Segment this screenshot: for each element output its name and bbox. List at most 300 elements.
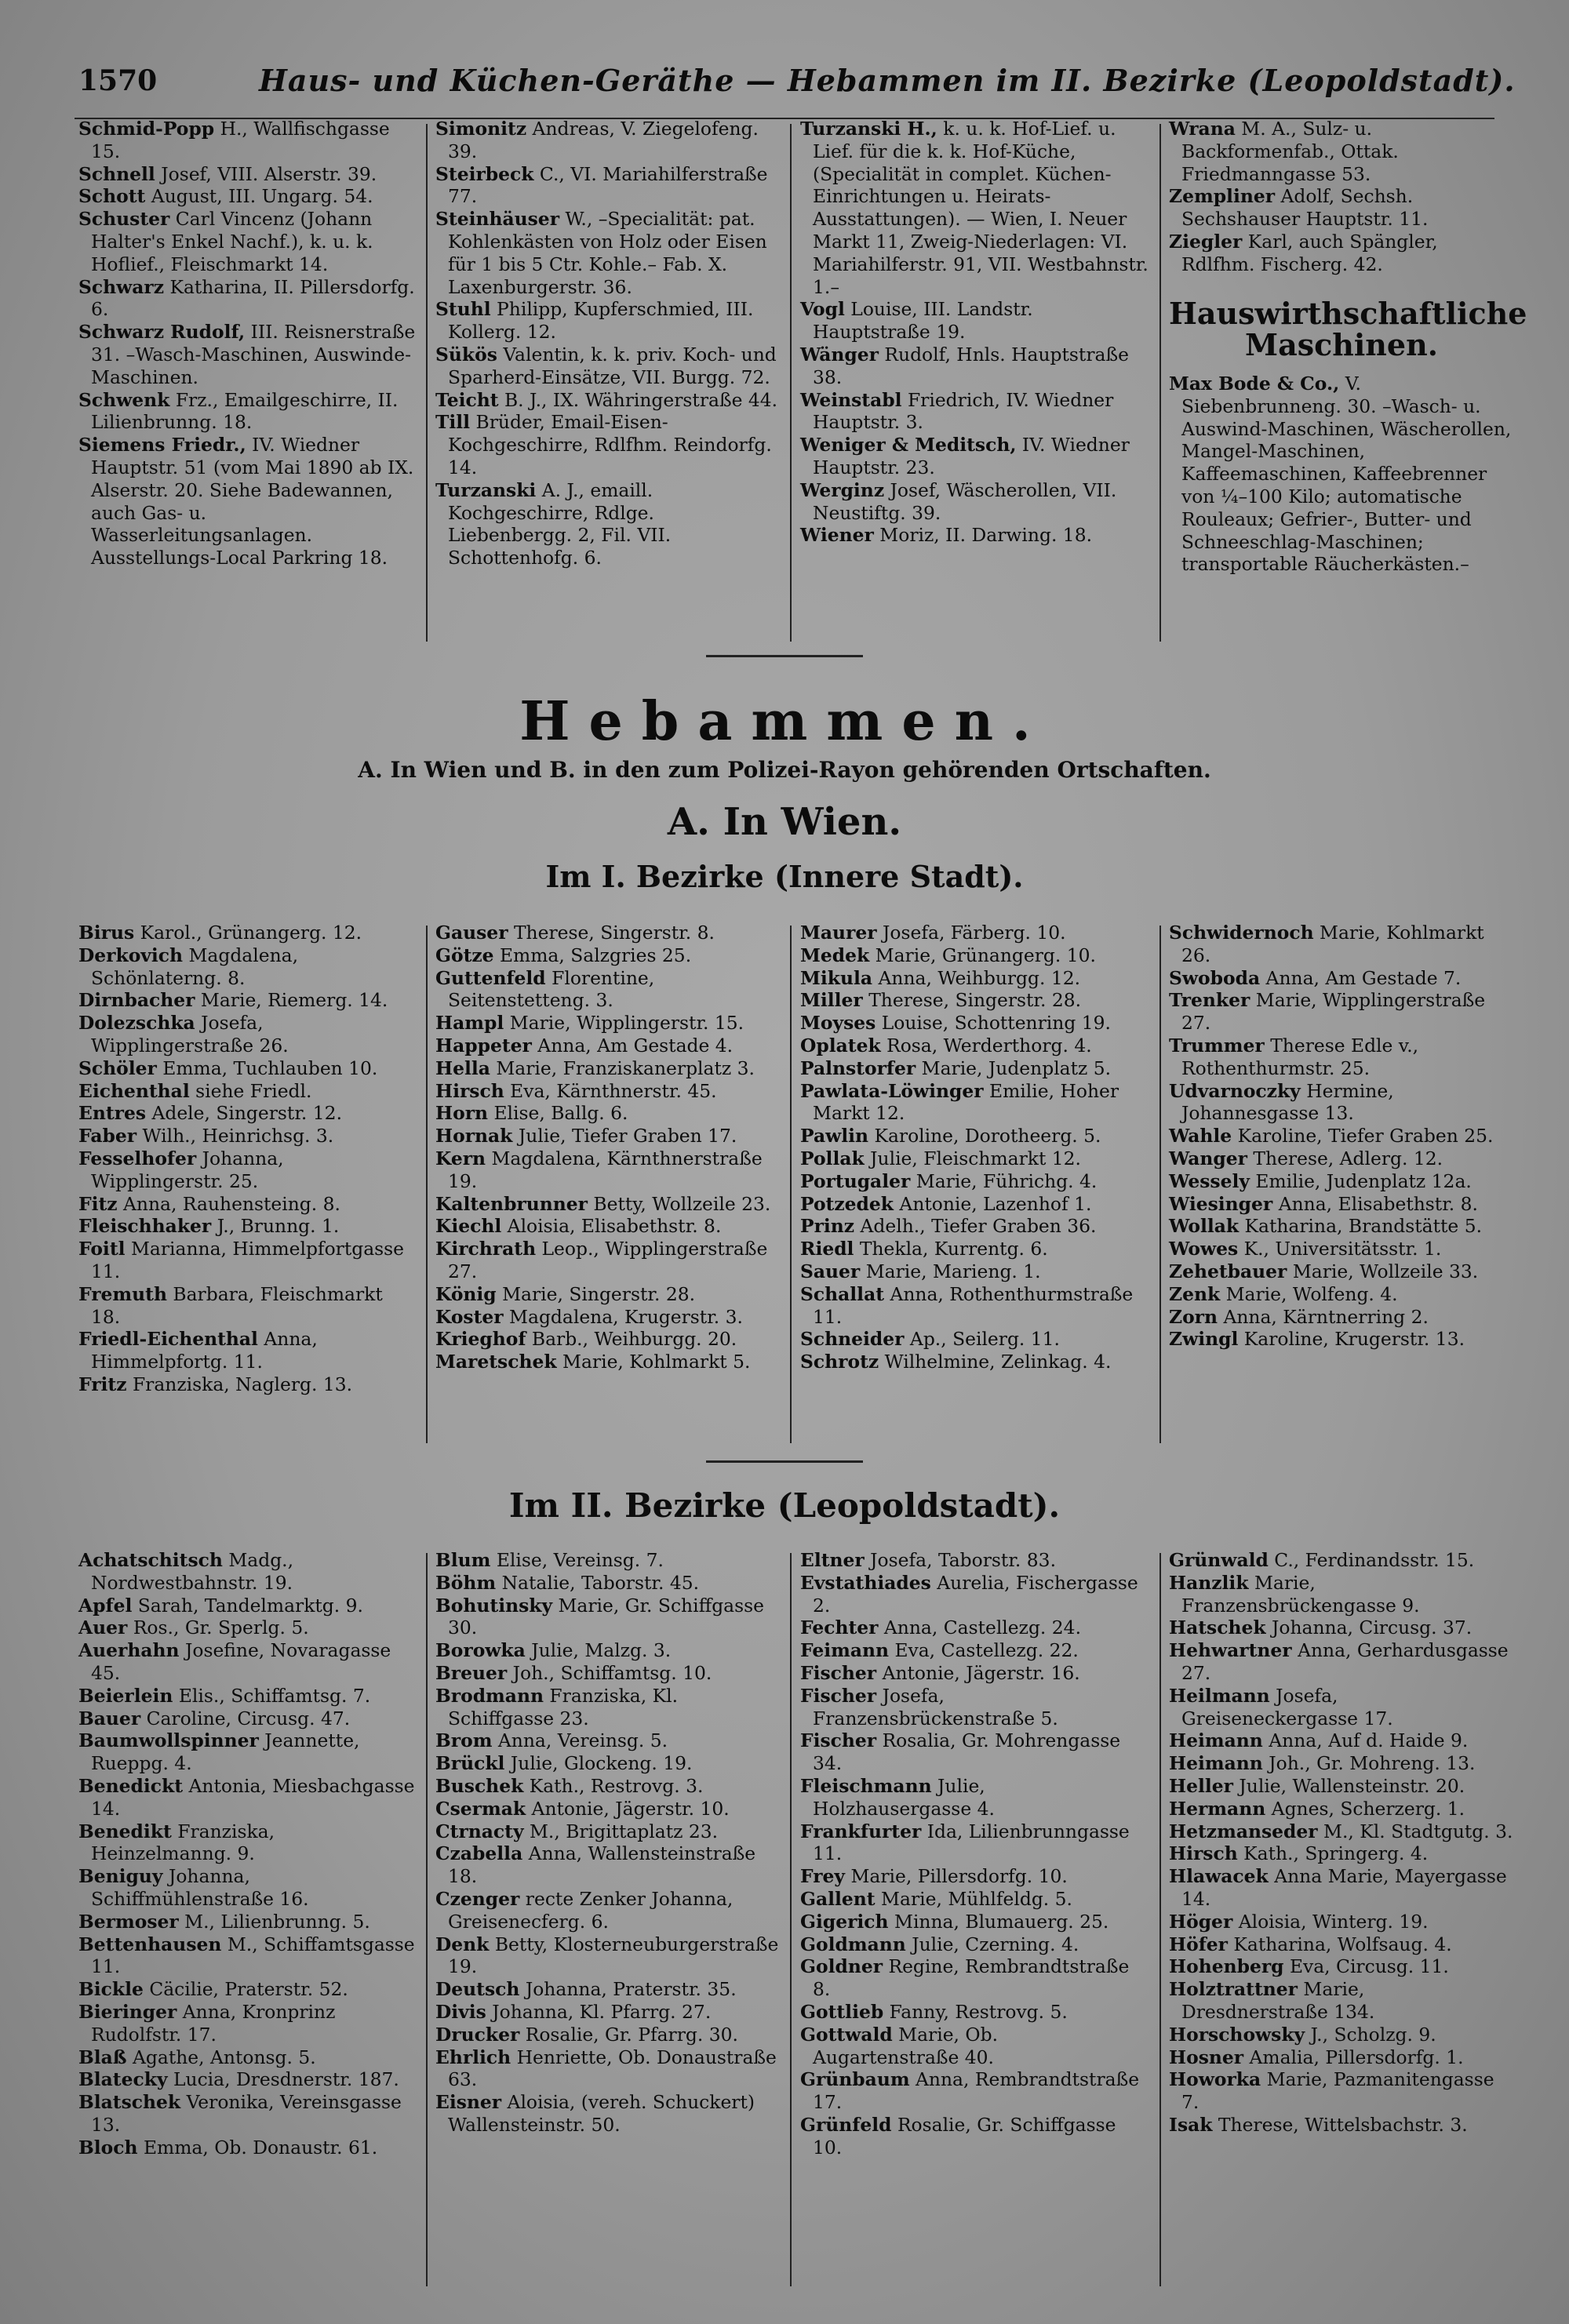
directory-entry	[1169, 1125, 1514, 1147]
entry-details: IV. Wiedner Hauptstr. 51 (vom Mai 1890 ab IX. Alserstr. 20. Siehe Badewannen, auch Gas- u. Wasserleitungsanlagen. Ausstellungs-Local Parkring 18.	[91, 434, 414, 569]
directory-entry	[435, 1752, 781, 1775]
entry-details: Wilhelmine, Zelinkag. 4.	[884, 1351, 1112, 1373]
entry-name: Werginz	[800, 478, 885, 501]
entry-name: Kaltenbrunner	[435, 1192, 588, 1215]
directory-entry	[435, 1549, 781, 1572]
entry-details: Katharina, II. Pillersdorfg. 6.	[91, 275, 415, 321]
entry-name: Fischer	[800, 1684, 877, 1707]
directory-entry	[1169, 185, 1514, 231]
directory-entry	[435, 922, 781, 944]
entry-name: Wollak	[1169, 1215, 1240, 1238]
bezirk-1-column-3	[800, 922, 1149, 1373]
entry-name: Eisner	[435, 2091, 502, 2114]
entry-name: Gottlieb	[800, 2000, 884, 2023]
entry-details: Regine, Rembrandtstraße 8.	[813, 1955, 1130, 2001]
entry-details: Anna, Am Gestade 4.	[537, 1034, 734, 1057]
haus-column-1	[78, 118, 416, 569]
entry-name: Drucker	[435, 2023, 520, 2046]
page-number: 1570	[78, 64, 158, 97]
directory-entry	[78, 321, 416, 388]
directory-entry	[435, 2046, 781, 2092]
running-title: Haus- und Küchen-Geräthe — Hebammen im II. Bezirke (Leopoldstadt).	[259, 63, 1516, 98]
entry-details: Anna, Kronprinz Rudolfstr. 17.	[91, 2000, 336, 2046]
directory-entry	[800, 944, 1149, 967]
entry-details: Friedrich, IV. Wiedner Hauptstr. 3.	[813, 388, 1114, 434]
directory-entry	[800, 434, 1149, 479]
entry-details: Minna, Blumauerg. 25.	[894, 1910, 1109, 1933]
directory-entry	[800, 1125, 1149, 1147]
entry-details: Antonia, Miesbachgasse 14.	[91, 1774, 415, 1820]
entry-details: Marie, Wolfeng. 4.	[1225, 1282, 1398, 1305]
entry-details: Karoline, Tiefer Graben 25.	[1237, 1125, 1494, 1147]
entry-details: Philipp, Kupferschmied, III. Kollerg. 12.	[448, 298, 754, 344]
entry-details: Veronika, Vereinsgasse 13.	[91, 2091, 402, 2136]
directory-entry	[78, 2091, 416, 2137]
hebammen-title: Hebammen.	[519, 690, 1050, 753]
directory-entry	[435, 479, 781, 569]
entry-details: Anna, Gerhardusgasse 27.	[1181, 1639, 1509, 1684]
directory-entry	[1169, 1842, 1514, 1865]
entry-name: Moyses	[800, 1012, 876, 1035]
directory-entry	[435, 1888, 781, 1933]
entry-name: Götze	[435, 944, 494, 966]
entry-details: Magdalena, Kärnthnerstraße 19.	[448, 1147, 763, 1192]
entry-details: Emma, Tuchlauben 10.	[162, 1057, 378, 1079]
entry-details: Leop., Wipplingerstraße 27.	[448, 1238, 768, 1282]
entry-details: Andreas, V. Ziegelofeng. 39.	[448, 118, 759, 162]
directory-entry	[1169, 1865, 1514, 1911]
directory-entry	[1169, 1820, 1514, 1843]
directory-entry	[1169, 1955, 1514, 1978]
entry-name: Czabella	[435, 1842, 523, 1865]
entry-name: Hirsch	[435, 1079, 504, 1102]
entry-name: Gottwald	[800, 2023, 893, 2046]
directory-entry	[1169, 373, 1514, 576]
entry-details: Betty, Klosterneuburgerstraße 19.	[448, 1933, 779, 1978]
directory-entry	[435, 944, 781, 967]
bezirk-2-column-2	[435, 1549, 781, 2137]
directory-entry	[78, 1057, 416, 1080]
directory-entry	[800, 967, 1149, 990]
directory-entry	[435, 2091, 781, 2137]
entry-name: Hatschek	[1169, 1617, 1266, 1639]
directory-entry	[800, 479, 1149, 525]
entry-name: Fischer	[800, 1661, 877, 1684]
entry-details: Ros., Gr. Sperlg. 5.	[133, 1617, 309, 1639]
column-divider	[426, 124, 428, 642]
entry-details: Julie, Malzg. 3.	[531, 1639, 672, 1662]
entry-details: C., VI. Mariahilferstraße 77.	[448, 162, 768, 208]
haus-column-3	[800, 118, 1149, 547]
directory-entry	[1169, 922, 1514, 967]
directory-entry	[78, 2137, 416, 2159]
directory-entry	[800, 1035, 1149, 1057]
entry-details: Madg., Nordwestbahnstr. 19.	[91, 1549, 294, 1594]
entry-name: Gigerich	[800, 1910, 889, 1933]
entry-details: Josefa, Franzensbrückenstraße 5.	[813, 1684, 1058, 1729]
entry-name: Portugaler	[800, 1169, 911, 1192]
entry-details: Julie, Fleischmarkt 12.	[870, 1147, 1081, 1169]
bezirk-2-title: Im II. Bezirke (Leopoldstadt).	[508, 1486, 1061, 1525]
entry-name: Howorka	[1169, 2068, 1261, 2091]
directory-entry	[1169, 1752, 1514, 1775]
directory-entry	[78, 1617, 416, 1639]
entry-details: III. Reisnerstraße 31. –Wasch-Maschinen, Auswinde-Maschinen.	[91, 321, 416, 388]
directory-entry	[1169, 1080, 1514, 1126]
entry-name: König	[435, 1282, 497, 1305]
directory-entry	[435, 1080, 781, 1103]
directory-entry	[435, 163, 781, 209]
entry-details: Anna, Auf d. Haide 9.	[1269, 1729, 1469, 1752]
entry-details: Franziska, Naglerg. 13.	[132, 1373, 353, 1395]
directory-entry	[1169, 2068, 1514, 2114]
entry-name: Auer	[78, 1617, 128, 1639]
column-divider	[1159, 1553, 1161, 2286]
entry-details: Karol., Grünangerg. 12.	[140, 922, 362, 944]
directory-entry	[435, 1729, 781, 1752]
entry-name: Eltner	[800, 1549, 865, 1571]
entry-name: Wiener	[800, 524, 874, 547]
entry-name: Horn	[435, 1102, 489, 1125]
bezirk-1-title: Im I. Bezirke (Innere Stadt).	[545, 859, 1024, 894]
entry-name: Zenk	[1169, 1282, 1221, 1305]
entry-details: Therese, Wittelsbachstr. 3.	[1218, 2113, 1468, 2136]
entry-details: Moriz, II. Darwing. 18.	[879, 524, 1093, 547]
entry-details: Marie, Führichg. 4.	[916, 1169, 1098, 1192]
entry-name: Schneider	[800, 1328, 905, 1351]
directory-entry	[78, 276, 416, 322]
entry-name: Sauer	[800, 1260, 861, 1282]
directory-entry	[1169, 2114, 1514, 2137]
directory-entry	[1169, 1215, 1514, 1238]
entry-name: Heilmann	[1169, 1684, 1270, 1707]
directory-entry	[78, 1595, 416, 1617]
directory-entry	[800, 344, 1149, 389]
entry-name: Vogl	[800, 298, 845, 321]
entry-name: Schmid-Popp	[78, 118, 215, 140]
entry-details: Rudolf, Hnls. Hauptstraße 38.	[813, 343, 1129, 388]
entry-details: Josef, Wäscherollen, VII. Neustiftg. 39.	[813, 478, 1117, 524]
directory-entry	[800, 524, 1149, 547]
entry-details: M. A., Sulz- u. Backformenfab., Ottak. Friedmanngasse 53.	[1181, 118, 1399, 185]
entry-name: Grünwald	[1169, 1549, 1269, 1571]
maschinen-heading-line: Maschinen.	[1245, 327, 1438, 362]
entry-name: Foitl	[78, 1238, 126, 1260]
entry-name: Wowes	[1169, 1238, 1239, 1260]
directory-entry	[800, 2001, 1149, 2024]
entry-details: Eva, Kärnthnerstr. 45.	[510, 1079, 717, 1102]
directory-entry	[800, 1662, 1149, 1685]
entry-details: Johanna, Schiffmühlenstraße 16.	[91, 1865, 309, 1910]
entry-details: Anna, Wallensteinstraße 18.	[448, 1842, 756, 1888]
entry-details: Franziska, Heinzelmanng. 9.	[91, 1820, 275, 1865]
directory-entry	[800, 1865, 1149, 1888]
directory-entry	[435, 2001, 781, 2024]
directory-entry	[78, 1215, 416, 1238]
entry-details: Antonie, Lazenhof 1.	[899, 1192, 1092, 1215]
entry-name: Stuhl	[435, 298, 491, 321]
maschinen-heading	[1169, 296, 1527, 362]
haus-column-4	[1169, 118, 1514, 276]
entry-name: Holztrattner	[1169, 1978, 1298, 2001]
entry-name: Fleischhaker	[78, 1215, 212, 1238]
entry-name: Kern	[435, 1147, 486, 1169]
directory-entry	[800, 1283, 1149, 1329]
directory-entry	[78, 1729, 416, 1775]
entry-details: Therese, Adlerg. 12.	[1253, 1147, 1443, 1169]
entry-name: Hehwartner	[1169, 1639, 1292, 1662]
section-rule	[706, 655, 863, 657]
entry-details: Marie, Gr. Schiffgasse 30.	[448, 1594, 764, 1639]
entry-name: Schrotz	[800, 1351, 879, 1373]
entry-name: Wänger	[800, 343, 879, 366]
column-divider	[1159, 124, 1161, 642]
maschinen-heading-line: Hauswirthschaftliche	[1169, 296, 1527, 331]
directory-entry	[1169, 1978, 1514, 2024]
entry-name: Schallat	[800, 1282, 885, 1305]
directory-entry	[78, 1147, 416, 1193]
directory-entry	[1169, 1729, 1514, 1752]
entry-details: Anna, Kärntnerring 2.	[1223, 1305, 1429, 1328]
directory-entry	[435, 1775, 781, 1798]
entry-name: Brodmann	[435, 1684, 544, 1707]
directory-entry	[800, 1328, 1149, 1351]
entry-name: Faber	[78, 1125, 137, 1147]
entry-details: M., Lilienbrunng. 5.	[184, 1910, 370, 1933]
entry-name: Hanzlik	[1169, 1571, 1249, 1594]
directory-entry	[1169, 1260, 1514, 1283]
directory-entry	[800, 118, 1149, 298]
entry-name: Fremuth	[78, 1282, 167, 1305]
directory-entry	[435, 1685, 781, 1730]
entry-name: Schwarz	[78, 275, 165, 298]
directory-entry	[78, 1685, 416, 1708]
entry-details: Thekla, Kurrentg. 6.	[859, 1238, 1048, 1260]
entry-details: Ida, Lilienbrunngasse 11.	[813, 1820, 1130, 1865]
entry-name: Höfer	[1169, 1933, 1228, 1955]
entry-details: Johanna, Praterstr. 35.	[525, 1978, 737, 2001]
entry-name: Heller	[1169, 1774, 1233, 1797]
entry-details: Lucia, Dresdnerstr. 187.	[173, 2068, 399, 2091]
directory-entry	[1169, 1147, 1514, 1170]
bezirk-2-column-3	[800, 1549, 1149, 2159]
entry-name: Bauer	[78, 1707, 141, 1729]
entry-details: Marie, Pillersdorfg. 10.	[850, 1865, 1068, 1888]
entry-name: Apfel	[78, 1594, 133, 1617]
entry-name: Swoboda	[1169, 966, 1261, 989]
directory-entry	[78, 1283, 416, 1329]
directory-entry	[800, 1170, 1149, 1193]
entry-name: Borowka	[435, 1639, 526, 1662]
directory-entry	[800, 1933, 1149, 1956]
entry-name: Hetzmanseder	[1169, 1820, 1318, 1842]
bezirk-2-column-4	[1169, 1549, 1514, 2137]
entry-name: Goldner	[800, 1955, 883, 1978]
entry-details: Rosalia, Gr. Mohrengasse 34.	[813, 1729, 1121, 1775]
entry-details: Rosalie, Gr. Pfarrg. 30.	[525, 2023, 738, 2046]
column-divider	[790, 124, 792, 642]
directory-entry	[800, 2024, 1149, 2069]
entry-details: Emma, Salzgries 25.	[499, 944, 692, 966]
directory-entry	[78, 1933, 416, 1979]
entry-name: Mikula	[800, 966, 873, 989]
directory-entry	[1169, 1639, 1514, 1685]
entry-details: Ap., Seilerg. 11.	[909, 1328, 1060, 1351]
entry-details: Franziska, Kl. Schiffgasse 23.	[448, 1684, 679, 1729]
directory-entry	[435, 1842, 781, 1888]
entry-details: J., Scholzg. 9.	[1310, 2023, 1436, 2046]
entry-details: Marie, Kohlmarkt 26.	[1181, 922, 1484, 966]
entry-name: Buschek	[435, 1774, 524, 1797]
entry-details: Brüder, Email-Eisen-Kochgeschirre, Rdlfhm. Reindorfg. 14.	[448, 411, 772, 478]
directory-entry	[435, 1102, 781, 1125]
entry-name: Birus	[78, 922, 135, 944]
directory-entry	[435, 1351, 781, 1373]
entry-name: Blatschek	[78, 2091, 181, 2114]
entry-name: Blaß	[78, 2046, 127, 2068]
entry-details: Caroline, Circusg. 47.	[146, 1707, 351, 1729]
entry-name: Hermann	[1169, 1797, 1266, 1820]
entry-name: Kiechl	[435, 1215, 502, 1238]
entry-name: Hampl	[435, 1012, 504, 1035]
directory-entry	[78, 1820, 416, 1866]
entry-name: Fesselhofer	[78, 1147, 197, 1169]
entry-details: Therese, Singerstr. 28.	[868, 989, 1082, 1012]
directory-entry	[435, 1572, 781, 1595]
directory-entry	[78, 989, 416, 1012]
directory-entry	[78, 922, 416, 944]
entry-name: Pollak	[800, 1147, 865, 1169]
entry-details: Aloisia, Winterg. 19.	[1238, 1910, 1429, 1933]
entry-details: Anna, Rembrandtstraße 17.	[813, 2068, 1140, 2114]
directory-entry	[1169, 1933, 1514, 1956]
entry-name: Steirbeck	[435, 162, 534, 185]
entry-details: Julie, Holzhausergasse 4.	[813, 1774, 995, 1820]
entry-details: Josefine, Novaragasse 45.	[91, 1639, 391, 1684]
entry-name: Heimann	[1169, 1752, 1263, 1775]
directory-entry	[78, 434, 416, 569]
entry-details: Anna, Himmelpfortg. 11.	[91, 1328, 318, 1373]
entry-details: Karl, auch Spängler, Rdlfhm. Fischerg. 42.	[1181, 230, 1438, 275]
entry-name: Sükös	[435, 343, 497, 366]
entry-details: Josef, VIII. Alserstr. 39.	[161, 162, 377, 185]
entry-details: Wilh., Heinrichsg. 3.	[142, 1125, 334, 1147]
entry-details: Karoline, Krugerstr. 13.	[1243, 1328, 1465, 1351]
entry-name: Grünbaum	[800, 2068, 910, 2091]
entry-name: Blum	[435, 1549, 491, 1571]
entry-name: Denk	[435, 1933, 490, 1955]
entry-name: Hella	[435, 1057, 490, 1079]
entry-details: Frz., Emailgeschirre, II. Lilienbrunng. 18.	[91, 388, 399, 434]
directory-entry	[1169, 118, 1514, 185]
directory-entry	[435, 208, 781, 298]
entry-details: Marie, Riemerg. 14.	[200, 989, 388, 1012]
directory-entry	[435, 967, 781, 1013]
entry-name: Bieringer	[78, 2000, 177, 2023]
entry-name: Böhm	[435, 1571, 497, 1594]
section-rule	[706, 1460, 863, 1463]
entry-name: Czenger	[435, 1887, 520, 1910]
entry-name: Evstathiades	[800, 1571, 931, 1594]
entry-details: Marie, Marieng. 1.	[865, 1260, 1041, 1282]
entry-details: Agnes, Scherzerg. 1.	[1271, 1797, 1465, 1820]
entry-details: Johanna, Circusg. 37.	[1272, 1617, 1473, 1639]
entry-details: August, III. Ungarg. 54.	[151, 185, 373, 208]
directory-entry	[800, 1820, 1149, 1866]
entry-details: Eva, Circusg. 11.	[1289, 1955, 1449, 1978]
entry-details: Joh., Gr. Mohreng. 13.	[1269, 1752, 1476, 1775]
entry-name: Bohutinsky	[435, 1594, 553, 1617]
directory-entry	[78, 185, 416, 208]
page-header	[0, 0, 1569, 118]
entry-name: Schöler	[78, 1057, 157, 1079]
entry-details: Natalie, Taborstr. 45.	[501, 1571, 700, 1594]
entry-name: Wessely	[1169, 1169, 1250, 1192]
directory-entry	[800, 1147, 1149, 1170]
directory-entry	[78, 208, 416, 275]
entry-details: Amalia, Pillersdorfg. 1.	[1249, 2046, 1464, 2068]
directory-entry	[1169, 989, 1514, 1035]
directory-entry	[78, 1102, 416, 1125]
entry-details: Kath., Springerg. 4.	[1243, 1842, 1429, 1865]
directory-entry	[800, 1012, 1149, 1035]
entry-details: Magdalena, Krugerstr. 3.	[509, 1305, 743, 1328]
directory-entry	[800, 1729, 1149, 1775]
entry-name: Schwenk	[78, 388, 170, 411]
directory-entry	[1169, 1193, 1514, 1216]
entry-name: Achatschitsch	[78, 1549, 223, 1571]
entry-details: M., Brigittaplatz 23.	[529, 1820, 719, 1842]
directory-entry	[435, 1125, 781, 1147]
directory-entry	[1169, 1328, 1514, 1351]
entry-name: Fechter	[800, 1617, 879, 1639]
entry-details: Josefa, Färberg. 10.	[883, 922, 1066, 944]
entry-name: Krieghof	[435, 1328, 526, 1351]
directory-entry	[1169, 1685, 1514, 1730]
directory-entry	[800, 2068, 1149, 2114]
entry-name: Guttenfeld	[435, 966, 546, 989]
entry-name: Maretschek	[435, 1351, 557, 1373]
directory-entry	[800, 1775, 1149, 1820]
entry-details: Johanna, Wipplingerstr. 25.	[91, 1147, 284, 1192]
entry-name: Auerhahn	[78, 1639, 180, 1662]
directory-entry	[800, 298, 1149, 344]
entry-name: Isak	[1169, 2113, 1213, 2136]
entry-name: Schnell	[78, 162, 155, 185]
entry-details: H., Wallfischgasse 15.	[91, 118, 390, 162]
entry-details: K., Universitätsstr. 1.	[1243, 1238, 1442, 1260]
directory-entry	[1169, 1617, 1514, 1639]
directory-entry	[1169, 1775, 1514, 1798]
directory-entry	[78, 1978, 416, 2001]
entry-details: Julie, Glockeng. 19.	[510, 1752, 693, 1775]
entry-details: Anna Marie, Mayergasse 14.	[1181, 1865, 1507, 1910]
directory-entry	[1169, 231, 1514, 276]
entry-name: Deutsch	[435, 1978, 520, 2001]
directory-entry	[435, 411, 781, 478]
directory-entry	[435, 1057, 781, 1080]
entry-name: Weinstabl	[800, 388, 902, 411]
entry-name: Frey	[800, 1865, 845, 1888]
entry-details: Fanny, Restrovg. 5.	[889, 2000, 1068, 2023]
entry-details: Agathe, Antonsg. 5.	[133, 2046, 316, 2068]
entry-name: Horschowsky	[1169, 2023, 1305, 2046]
entry-details: recte Zenker Johanna, Greisenecferg. 6.	[448, 1887, 734, 1933]
directory-entry	[435, 118, 781, 163]
entry-name: Siemens Friedr.,	[78, 434, 246, 456]
directory-entry	[800, 1911, 1149, 1933]
directory-entry	[800, 1215, 1149, 1238]
